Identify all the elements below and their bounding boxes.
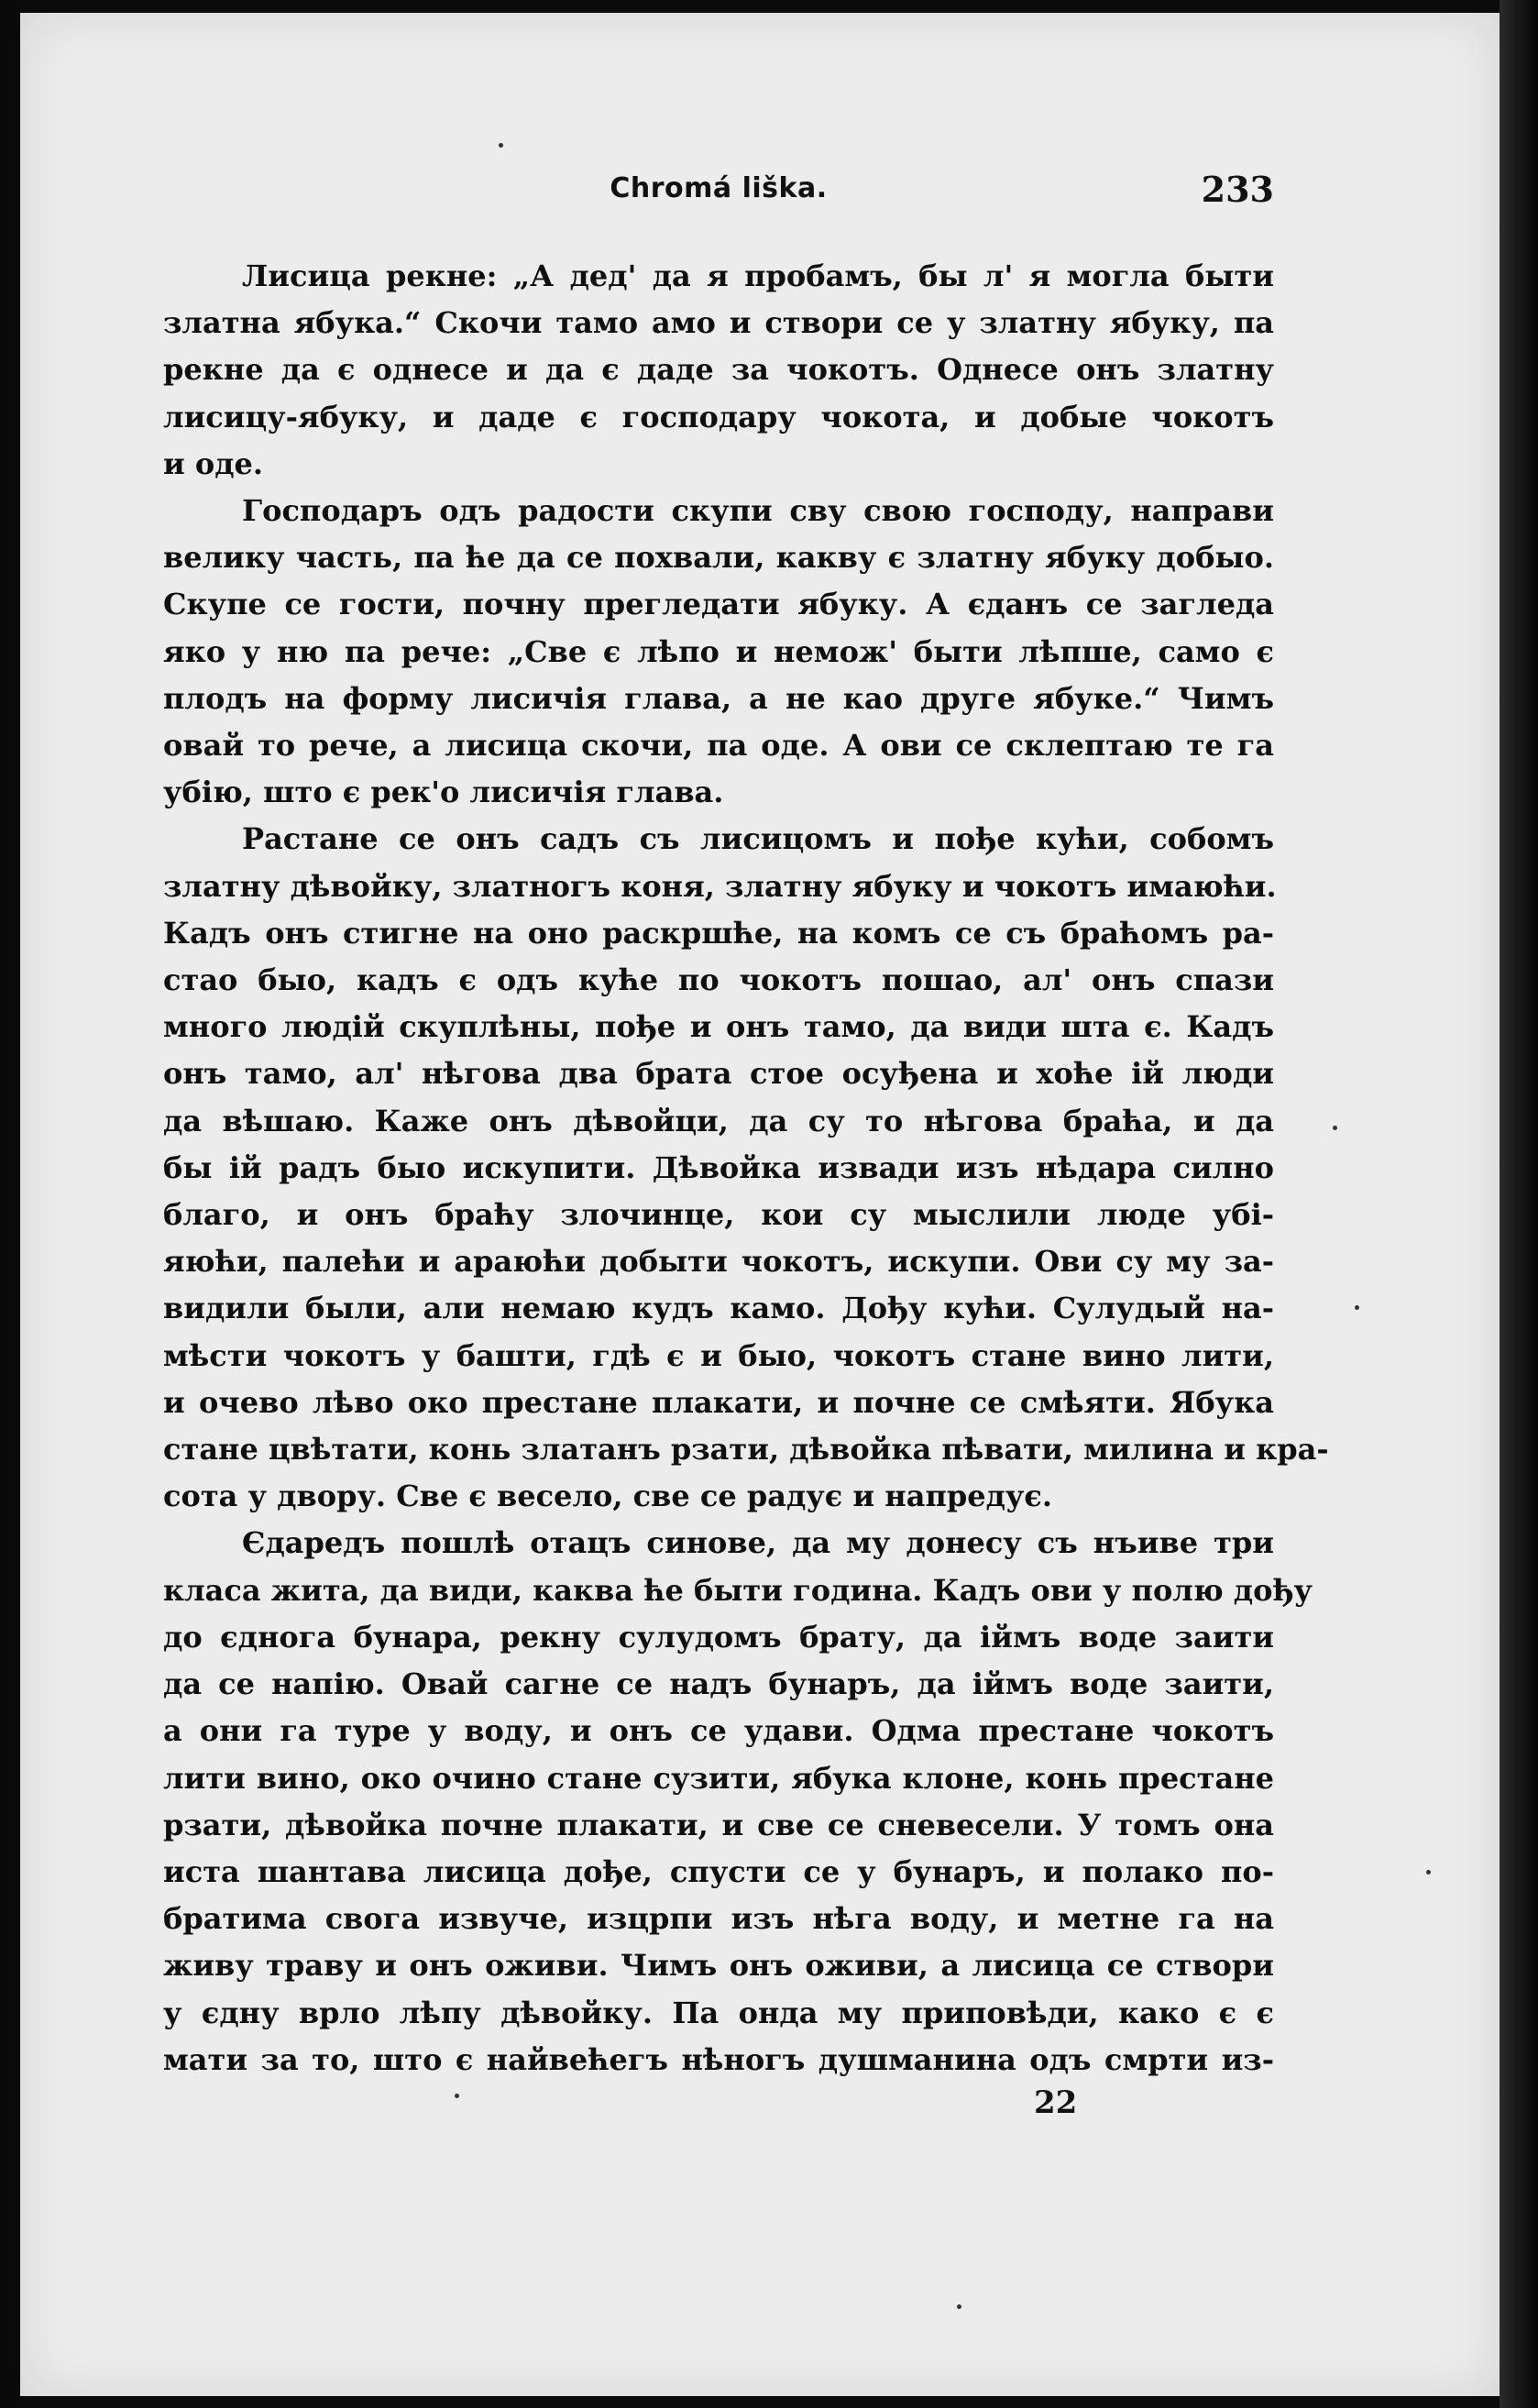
scan-speck bbox=[1355, 1305, 1359, 1310]
running-title: Chromá liška. bbox=[610, 172, 828, 204]
text-line: рекне да є однесе и да є даде за чокотъ. Однесе онъ златну bbox=[163, 352, 1274, 388]
text-line: рзати, дѣвойка почне плакати, и све се сневесели. У томъ она bbox=[163, 1807, 1274, 1842]
page-number: 233 bbox=[1201, 169, 1274, 210]
text-line: много людій скуплѣны, пође и онъ тамо, да види шта є. Кадъ bbox=[163, 1009, 1274, 1045]
text-line: плодъ на форму лисичія глава, а не као друге ябуке.“ Чимъ bbox=[163, 680, 1274, 716]
scan-speck bbox=[1426, 1870, 1431, 1875]
text-line: и оде. bbox=[163, 445, 264, 481]
text-line: велику часть, па ће да се похвали, какву є златну ябуку добыо. bbox=[163, 540, 1274, 576]
text-line: у єдну врло лѣпу дѣвойку. Па онда му приповѣди, како є є bbox=[163, 1995, 1274, 2030]
page-header bbox=[163, 169, 1274, 213]
scan-right-border bbox=[1500, 0, 1538, 2408]
text-line: и очево лѣво око престане плакати, и почне се смѣяти. Ябука bbox=[163, 1384, 1274, 1420]
body-text bbox=[163, 253, 1329, 2084]
text-line: Лисица рекне: „А дед' да я пробамъ, бы л' я могла быти bbox=[242, 258, 1274, 293]
text-line: Господаръ одъ радости скупи сву свою господу, направи bbox=[242, 493, 1274, 529]
text-line: мати за то, што є найвећегъ нѣногъ душманина одъ смрти из- bbox=[163, 2041, 1274, 2077]
text-line: видили были, али немаю кудъ камо. Дођу кући. Сулудый на- bbox=[163, 1291, 1274, 1326]
text-line: класа жита, да види, каква ће быти година. Кадъ ови у полю дођу bbox=[163, 1572, 1313, 1608]
text-line: до єднога бунара, рекну сулудомъ брату, да іймъ воде заити bbox=[163, 1619, 1274, 1655]
paragraph bbox=[163, 816, 1329, 1520]
text-line: благо, и онъ браћу злочинце, кои су мыслили люде убі- bbox=[163, 1197, 1274, 1233]
scan-left-border bbox=[0, 0, 20, 2408]
text-line: лити вино, око очино стане сузити, ябука клоне, конь престане bbox=[163, 1760, 1274, 1796]
text-line: Растане се онъ садъ съ лисицомъ и пођe кући, собомъ bbox=[242, 821, 1274, 857]
scan-speck bbox=[1333, 1126, 1337, 1130]
text-line: яюћи, палећи и араюћи добыти чокотъ, искупи. Ови су му за- bbox=[163, 1244, 1274, 1280]
text-line: Єдаредъ пошлѣ отацъ синове, да му донесу съ нъиве три bbox=[242, 1525, 1274, 1561]
text-line: Скупе се гости, почну прегледати ябуку. А єданъ се загледа bbox=[163, 587, 1274, 622]
text-line: овай то рече, а лисица скочи, па оде. А ови се склептаю те га bbox=[163, 728, 1274, 764]
text-line: убію, што є рек'о лисичія глава. bbox=[163, 775, 724, 810]
text-line: лисицу-ябуку, и даде є господару чокота, и добые чокотъ bbox=[163, 399, 1274, 434]
scan-speck bbox=[957, 2304, 961, 2309]
text-line: стане цвѣтати, конь златанъ рзати, дѣвойка пѣвати, милина и кра- bbox=[163, 1432, 1329, 1468]
scan-speck bbox=[455, 2094, 459, 2098]
paragraph bbox=[163, 253, 1274, 488]
scan-speck bbox=[499, 143, 503, 148]
text-line: онъ тамо, ал' нѣгова два брата стое осуђена и хоће ій люди bbox=[163, 1056, 1274, 1092]
text-line: бы ій радъ быо искупити. Дѣвойка извади изъ нѣдара силно bbox=[163, 1149, 1274, 1185]
text-line: а они га туре у воду, и онъ се удави. Одма престане чокотъ bbox=[163, 1713, 1274, 1749]
text-line: яко у ню па рече: „Све є лѣпо и немож' быти лѣпше, само є bbox=[163, 633, 1274, 669]
paragraph bbox=[163, 488, 1274, 816]
text-line: иста шантава лисица дође, спусти се у бунаръ, и полако по- bbox=[163, 1853, 1274, 1889]
text-line: стао быо, кадъ є одъ куће по чокотъ пошао, ал' онъ спази bbox=[163, 962, 1274, 998]
text-line: мѣсти чокотъ у башти, гдѣ є и быо, чокотъ стане вино лити, bbox=[163, 1337, 1274, 1373]
text-line: братима свога извуче, изцрпи изъ нѣга воду, и метне га на bbox=[163, 1901, 1274, 1937]
text-line: златна ябука.“ Скочи тамо амо и створи се у златну ябуку, па bbox=[163, 305, 1274, 341]
text-line: Кадъ онъ стигне на оно раскршће, на комъ се съ браћомъ ра- bbox=[163, 915, 1274, 951]
text-line: сота у двору. Све є весело, све се радує и напредує. bbox=[163, 1479, 1053, 1514]
text-line: живу траву и онъ оживи. Чимъ онъ оживи, а лисица се створи bbox=[163, 1948, 1274, 1984]
paragraph bbox=[163, 1520, 1313, 2083]
signature-mark: 22 bbox=[1034, 2084, 1078, 2121]
text-line: да вѣшаю. Каже онъ дѣвойци, да су то нѣгова браћа, и да bbox=[163, 1103, 1274, 1138]
text-line: да се напію. Овай сагне се надъ бунаръ, да іймъ воде заити, bbox=[163, 1666, 1274, 1702]
text-line: златну дѣвойку, златногъ коня, златну ябуку и чокотъ имаюћи. bbox=[163, 868, 1277, 904]
